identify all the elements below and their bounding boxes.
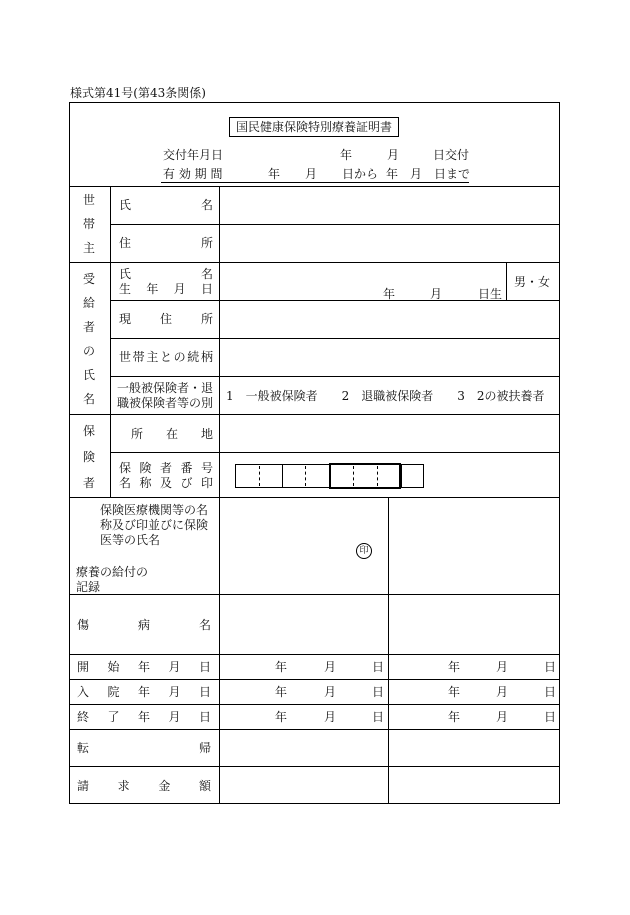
validity-day-from: 日から — [342, 167, 379, 181]
start-date-label: 開 始 年 月 日 — [77, 660, 211, 674]
rule — [69, 497, 560, 498]
householder-name-label: 氏 名 — [119, 198, 213, 212]
insurer-name-seal-label: 名 称 及 び 印 — [119, 476, 213, 490]
seal-mark: 印 — [356, 543, 372, 559]
date-day: 日 — [544, 710, 557, 724]
rule — [69, 654, 560, 655]
date-day: 日 — [372, 660, 385, 674]
rule — [110, 452, 560, 453]
institution-label-line2: 称及び印並びに保険 — [100, 518, 209, 532]
certificate-title: 国民健康保険特別療養証明書 — [229, 117, 399, 137]
date-month: 月 — [496, 710, 509, 724]
rule — [69, 186, 560, 187]
issue-year: 年 — [340, 148, 353, 162]
validity-day-to: 日まで — [434, 167, 471, 181]
date-year: 年 — [275, 660, 288, 674]
rule — [219, 186, 220, 804]
institution-label-line3: 医等の氏名 — [100, 533, 161, 547]
householder-section-char: 主 — [82, 241, 95, 255]
recipient-name-label: 氏 名 — [119, 267, 213, 281]
disease-name-label: 傷 病 名 — [77, 618, 211, 632]
date-day: 日 — [544, 685, 557, 699]
rule — [69, 704, 560, 705]
insurer-number-bold-box — [329, 463, 401, 489]
rule — [110, 376, 560, 377]
benefit-record-label-line1: 療養の給付の — [76, 565, 149, 579]
recipient-section-char: 名 — [82, 392, 95, 406]
validity-month-to: 月 — [410, 167, 423, 181]
validity-year-from: 年 — [268, 167, 281, 181]
admission-date-label: 入 院 年 月 日 — [77, 685, 211, 699]
rule — [110, 186, 111, 497]
insured-type-options: 1 一般被保険者 2 退職被保険者 3 2の被扶養者 — [226, 389, 545, 403]
birth-month: 月 — [430, 287, 443, 301]
validity-underline — [161, 182, 469, 183]
date-month: 月 — [496, 685, 509, 699]
insured-type-label-line2: 職被保険者等の別 — [117, 396, 214, 410]
relation-label: 世 帯 主 と の 続 柄 — [119, 350, 213, 364]
rule — [388, 497, 389, 804]
end-date-label: 終 了 年 月 日 — [77, 710, 211, 724]
householder-section-char: 帯 — [82, 217, 95, 231]
date-month: 月 — [496, 660, 509, 674]
rule — [110, 224, 560, 225]
date-month: 月 — [324, 660, 337, 674]
issue-date-label: 交付年月日 — [163, 148, 224, 162]
outcome-label: 転 帰 — [77, 741, 211, 755]
householder-address-label: 住 所 — [119, 236, 213, 250]
recipient-section-char: 氏 — [82, 368, 95, 382]
insurer-number-label: 保 険 者 番 号 — [119, 461, 213, 475]
rule — [110, 338, 560, 339]
date-year: 年 — [448, 710, 461, 724]
sex-options: 男・女 — [514, 275, 551, 289]
benefit-record-label-line2: 記録 — [76, 580, 101, 594]
recipient-birth-label: 生 年 月 日 — [119, 282, 213, 296]
insurer-section-char: 険 — [82, 450, 95, 464]
recipient-address-label: 現 住 所 — [119, 312, 213, 326]
date-month: 月 — [324, 685, 337, 699]
rule — [506, 262, 507, 300]
institution-label-line1: 保険医療機関等の名 — [100, 503, 209, 517]
form-number-label: 様式第41号(第43条関係) — [70, 86, 206, 100]
birth-year: 年 — [383, 287, 396, 301]
claim-amount-label: 請 求 金 額 — [77, 779, 211, 793]
insured-type-label-line1: 一般被保険者・退 — [117, 381, 214, 395]
issue-day: 日交付 — [433, 148, 470, 162]
rule — [69, 766, 560, 767]
rule — [69, 594, 560, 595]
recipient-section-char: 給 — [82, 296, 95, 310]
date-day: 日 — [372, 710, 385, 724]
recipient-section-char: の — [82, 344, 95, 358]
recipient-section-char: 受 — [82, 272, 95, 286]
validity-month-from: 月 — [305, 167, 318, 181]
validity-label: 有 効 期 間 — [163, 167, 223, 181]
insurer-location-label: 所 在 地 — [131, 427, 213, 441]
insurer-section-char: 者 — [82, 476, 95, 490]
birth-day: 日生 — [478, 287, 503, 301]
date-month: 月 — [324, 710, 337, 724]
date-year: 年 — [275, 710, 288, 724]
rule — [69, 262, 560, 263]
date-day: 日 — [544, 660, 557, 674]
date-year: 年 — [448, 685, 461, 699]
date-day: 日 — [372, 685, 385, 699]
householder-section-char: 世 — [82, 193, 95, 207]
date-year: 年 — [448, 660, 461, 674]
insurer-section-char: 保 — [82, 424, 95, 438]
recipient-section-char: 者 — [82, 320, 95, 334]
rule — [69, 729, 560, 730]
date-year: 年 — [275, 685, 288, 699]
rule — [69, 414, 560, 415]
rule — [69, 679, 560, 680]
issue-month: 月 — [387, 148, 400, 162]
validity-year-to: 年 — [386, 167, 399, 181]
